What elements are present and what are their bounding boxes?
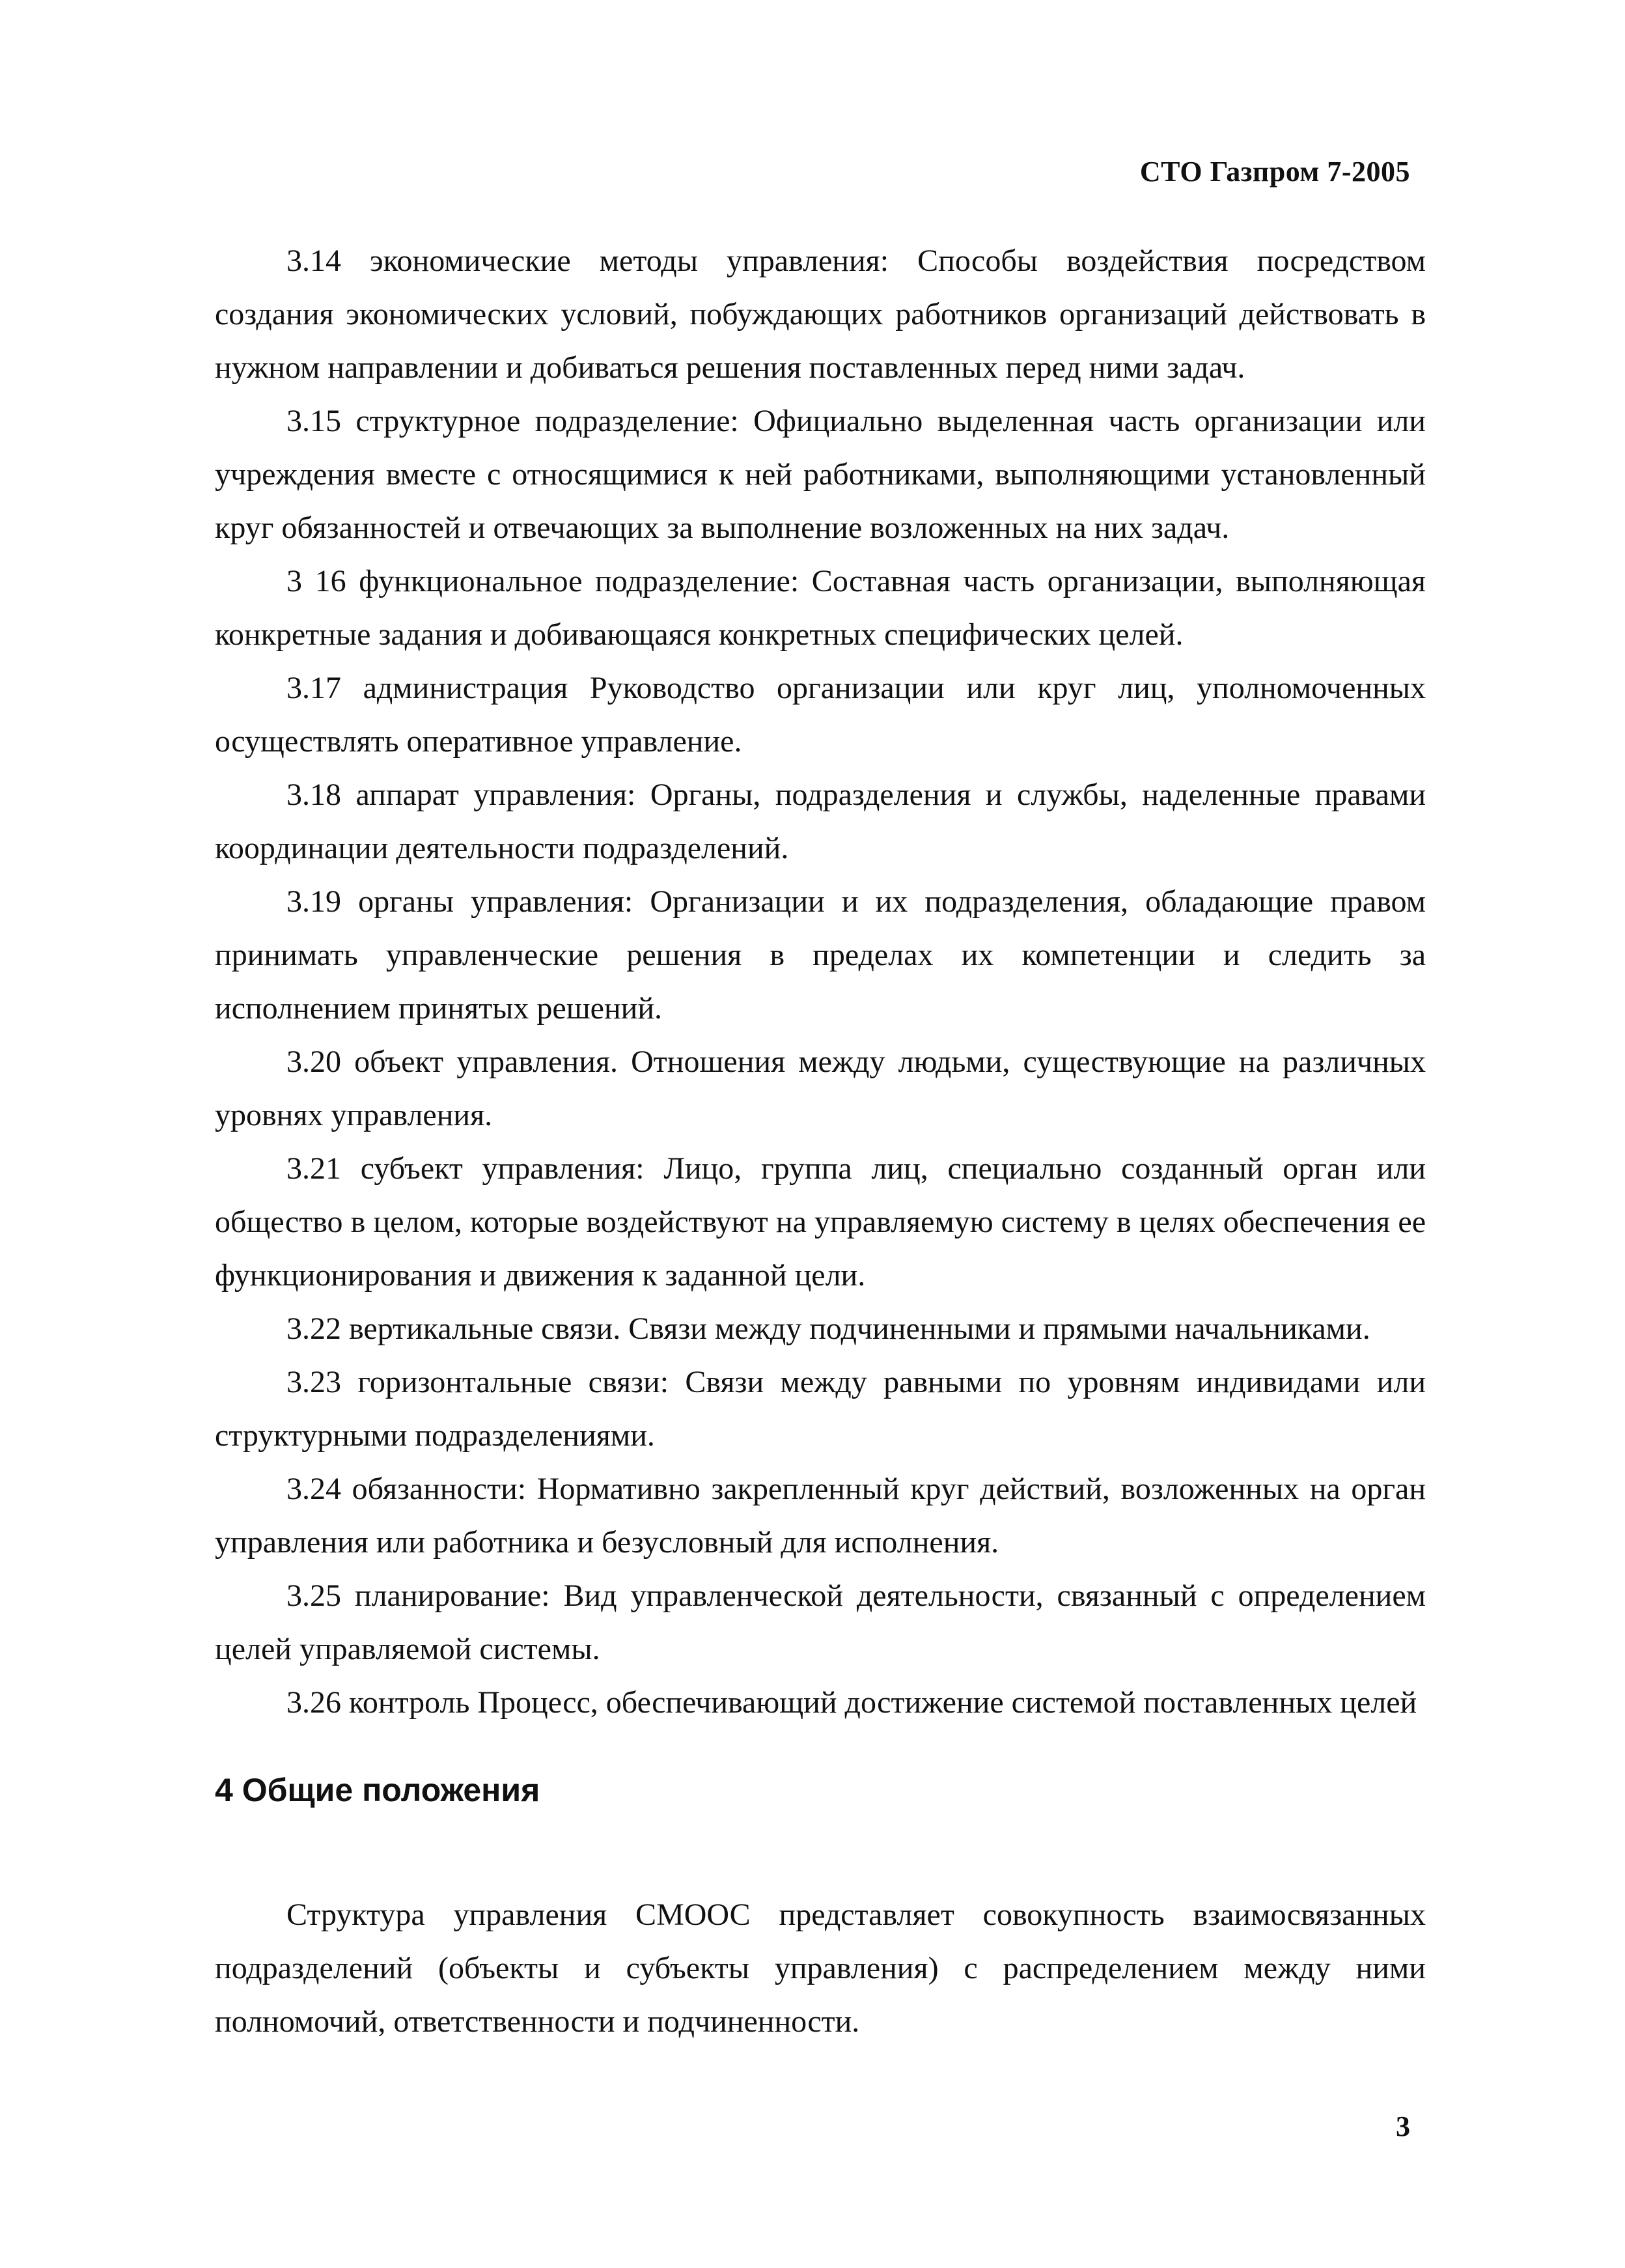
definition-text: Руководство организации или круг лиц, уполномоченных осуществлять оперативное управление.: [215, 671, 1426, 759]
definition-term: вертикальные связи: [349, 1311, 613, 1346]
definition-text: Связи между равными по уровням индивидами или структурными подразделениями.: [215, 1365, 1426, 1453]
definition-text: Отношения между людьми, существующие на различных уровнях управления.: [215, 1044, 1426, 1132]
definition-separator: :: [635, 1151, 645, 1186]
definition-item: [215, 1142, 1426, 1302]
definition-text: Официально выделенная часть организации или учреждения вместе с относящимися к ней работниками, выполняющими установленный круг обязанностей и отвечающих за выполнение возложенных на них задач.: [215, 404, 1426, 545]
definitions-list: [215, 234, 1426, 1729]
definition-item: [215, 662, 1426, 768]
definition-separator: :: [660, 1365, 669, 1399]
definition-number: 3.22: [286, 1311, 341, 1346]
definition-item: [215, 1569, 1426, 1676]
page-number: 3: [1396, 2110, 1410, 2142]
definition-separator: :: [541, 1578, 550, 1613]
definition-text: Способы воздействия посредством создания экономических условий, побуждающих работников организаций действовать в нужном направлении и добиваться решения поставленных перед ними задач.: [215, 244, 1426, 385]
section-paragraph: [215, 1888, 1426, 2049]
definition-number: 3.14: [286, 244, 341, 278]
definition-term: экономические методы управления: [370, 244, 880, 278]
definition-term: горизонтальные связи: [357, 1365, 660, 1399]
definition-number: 3.18: [286, 777, 341, 812]
definition-number: 3.21: [286, 1151, 341, 1186]
definition-separator: :: [730, 404, 739, 438]
definition-separator: :: [517, 1472, 527, 1506]
definition-text: Лицо, группа лиц, специально созданный орган или общество в целом, которые воздействуют на управляемую систему в целях обеспечения ее функционирования и движения к заданной цели.: [215, 1151, 1426, 1293]
definition-text: Процесс, обеспечивающий достижение системой поставленных целей: [469, 1685, 1417, 1720]
definition-term: функциональное подразделение: [359, 564, 790, 598]
definition-text: Составная часть организации, выполняющая конкретные задания и добивающаяся конкретных специфических целей.: [215, 564, 1426, 652]
definition-term: субъект управления: [360, 1151, 636, 1186]
definition-item: [215, 1676, 1426, 1729]
definition-number: 3.24: [286, 1472, 341, 1506]
definition-item: [215, 1302, 1426, 1356]
definition-text: Нормативно закрепленный круг действий, возложенных на орган управления или работника и безусловный для исполнения.: [215, 1472, 1426, 1560]
definition-item: [215, 1035, 1426, 1142]
definition-separator: :: [790, 564, 799, 598]
definition-text: Связи между подчиненными и прямыми начальниками.: [620, 1311, 1370, 1346]
definition-separator: :: [880, 244, 889, 278]
definition-term: планирование: [354, 1578, 542, 1613]
definition-separator: :: [627, 777, 636, 812]
definition-term: объект управления: [354, 1044, 610, 1079]
definition-text: Организации и их подразделения, обладающие правом принимать управленческие решения в пределах их компетенции и следить за исполнением принятых решений.: [215, 884, 1426, 1026]
definition-separator: .: [610, 1044, 618, 1079]
section-paragraph-text: Структура управления СМООС представляет совокупность взаимосвязанных подразделений (объекты и субъекты управления) с распределением между ними полномочий, ответственности и подчиненности.: [215, 1897, 1426, 2039]
definition-item: [215, 768, 1426, 875]
definition-number: 3.19: [286, 884, 341, 919]
definition-term: контроль: [349, 1685, 470, 1720]
definition-number: 3.15: [286, 404, 341, 438]
definition-text: Органы, подразделения и службы, наделенные правами координации деятельности подразделений.: [215, 777, 1426, 865]
definition-item: [215, 875, 1426, 1035]
definition-text: Вид управленческой деятельности, связанный с определением целей управляемой системы.: [215, 1578, 1426, 1666]
section-title: 4 Общие положения: [215, 1772, 540, 1808]
definition-term: аппарат управления: [355, 777, 628, 812]
document-code: СТО Газпром 7-2005: [1139, 156, 1410, 188]
definition-separator: .: [613, 1311, 621, 1346]
definition-term: структурное подразделение: [355, 404, 730, 438]
definition-number: 3.17: [286, 671, 341, 705]
definition-number: 3.25: [286, 1578, 341, 1613]
definition-term: обязанности: [352, 1472, 518, 1506]
definition-number: 3.23: [286, 1365, 341, 1399]
definition-number: 3.26: [286, 1685, 341, 1720]
definition-term: органы управления: [358, 884, 624, 919]
definition-number: 3.20: [286, 1044, 341, 1079]
definition-number: 3 16: [286, 564, 346, 598]
definition-item: [215, 395, 1426, 555]
definition-item: [215, 1463, 1426, 1569]
definition-item: [215, 234, 1426, 395]
definition-item: [215, 555, 1426, 662]
definition-separator: :: [624, 884, 633, 919]
definition-term: администрация: [363, 671, 568, 705]
definition-item: [215, 1356, 1426, 1463]
